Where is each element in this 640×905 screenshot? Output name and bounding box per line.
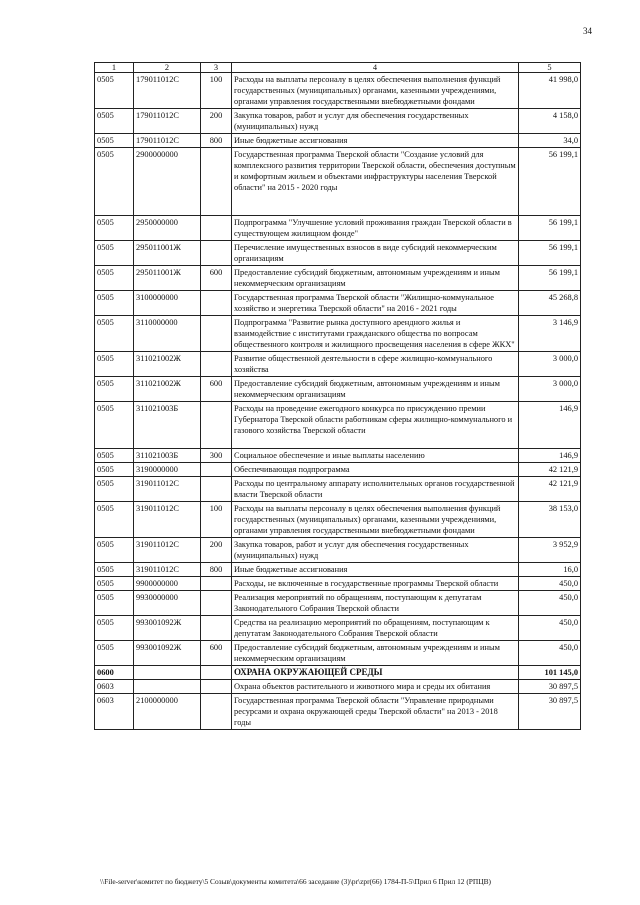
section-cell: 0505: [95, 449, 134, 463]
table-row: [95, 680, 581, 694]
amount-cell: 146,9: [519, 449, 581, 463]
code-cell: 993001092Ж: [134, 641, 201, 666]
code-cell: 3190000000: [134, 463, 201, 477]
expense-type-cell: [201, 241, 232, 266]
description-cell: Предоставление субсидий бюджетным, автономным учреждениям и иным некоммерческим организациям: [232, 641, 519, 666]
table-row: [95, 449, 581, 463]
amount-cell: 16,0: [519, 563, 581, 577]
table-row: [95, 538, 581, 563]
expense-type-cell: [201, 316, 232, 352]
code-cell: 179011012С: [134, 73, 201, 109]
code-cell: 311021002Ж: [134, 377, 201, 402]
description-cell: Расходы на выплаты персоналу в целях обеспечения выполнения функций государственных (муниципальных) органами, казенными учреждениями, органами управления государственными внебюджетными фондами: [232, 73, 519, 109]
expense-type-cell: [201, 216, 232, 241]
description-cell: Расходы на выплаты персоналу в целях обеспечения выполнения функций государственных (муниципальных) органами, казенными учреждениями, органами управления государственными внебюджетными фондами: [232, 502, 519, 538]
section-cell: 0505: [95, 377, 134, 402]
section-cell: 0505: [95, 148, 134, 216]
amount-cell: 4 158,0: [519, 109, 581, 134]
description-cell: Охрана объектов растительного и животного мира и среды их обитания: [232, 680, 519, 694]
expense-type-cell: [201, 616, 232, 641]
section-cell: 0505: [95, 502, 134, 538]
amount-cell: 45 268,8: [519, 291, 581, 316]
table-row: [95, 73, 581, 109]
description-cell: Социальное обеспечение и иные выплаты населению: [232, 449, 519, 463]
expense-type-cell: 100: [201, 73, 232, 109]
expense-type-cell: [201, 577, 232, 591]
table-row: [95, 402, 581, 449]
amount-cell: 38 153,0: [519, 502, 581, 538]
expense-type-cell: [201, 666, 232, 680]
description-cell: Закупка товаров, работ и услуг для обеспечения государственных (муниципальных) нужд: [232, 109, 519, 134]
section-cell: 0505: [95, 591, 134, 616]
section-cell: 0505: [95, 73, 134, 109]
amount-cell: 30 897,5: [519, 680, 581, 694]
section-cell: 0505: [95, 477, 134, 502]
table-row: [95, 463, 581, 477]
amount-cell: 56 199,1: [519, 266, 581, 291]
header-col-4: 4: [232, 63, 519, 73]
amount-cell: 30 897,5: [519, 694, 581, 730]
table-row: [95, 563, 581, 577]
description-cell: Закупка товаров, работ и услуг для обеспечения государственных (муниципальных) нужд: [232, 538, 519, 563]
section-cell: 0505: [95, 641, 134, 666]
table-row: [95, 134, 581, 148]
code-cell: 311021003Б: [134, 449, 201, 463]
amount-cell: 3 146,9: [519, 316, 581, 352]
description-cell: Государственная программа Тверской области "Управление природными ресурсами и охрана окружающей среды Тверской области" на 2013 - 2018 годы: [232, 694, 519, 730]
expense-type-cell: 600: [201, 641, 232, 666]
section-cell: 0505: [95, 134, 134, 148]
expense-type-cell: 100: [201, 502, 232, 538]
expense-type-cell: 800: [201, 563, 232, 577]
description-cell: ОХРАНА ОКРУЖАЮЩЕЙ СРЕДЫ: [232, 666, 519, 680]
code-cell: 319011012С: [134, 538, 201, 563]
table-row: [95, 352, 581, 377]
expense-type-cell: [201, 477, 232, 502]
code-cell: 993001092Ж: [134, 616, 201, 641]
section-cell: 0505: [95, 316, 134, 352]
section-cell: 0505: [95, 463, 134, 477]
amount-cell: 56 199,1: [519, 241, 581, 266]
section-cell: 0505: [95, 109, 134, 134]
table-row: [95, 241, 581, 266]
expense-type-cell: [201, 694, 232, 730]
expense-type-cell: 600: [201, 377, 232, 402]
description-cell: Расходы на проведение ежегодного конкурса по присуждению премии Губернатора Тверской области работникам сферы жилищно-коммунального и газового хозяйства Тверской области: [232, 402, 519, 449]
table-row: [95, 216, 581, 241]
description-cell: Расходы по центральному аппарату исполнительных органов государственной власти Тверской области: [232, 477, 519, 502]
section-cell: 0505: [95, 402, 134, 449]
code-cell: 3100000000: [134, 291, 201, 316]
table-row: [95, 316, 581, 352]
code-cell: 311021003Б: [134, 402, 201, 449]
amount-cell: 34,0: [519, 134, 581, 148]
code-cell: 179011012С: [134, 134, 201, 148]
expense-type-cell: [201, 352, 232, 377]
table-row: [95, 616, 581, 641]
table-row: [95, 577, 581, 591]
section-cell: 0505: [95, 563, 134, 577]
description-cell: Иные бюджетные ассигнования: [232, 134, 519, 148]
page-number: 34: [583, 26, 592, 36]
amount-cell: 56 199,1: [519, 148, 581, 216]
expense-type-cell: [201, 463, 232, 477]
amount-cell: 42 121,9: [519, 477, 581, 502]
table-row: [95, 591, 581, 616]
code-cell: 319011012С: [134, 477, 201, 502]
section-cell: 0603: [95, 680, 134, 694]
section-cell: 0505: [95, 291, 134, 316]
code-cell: 2100000000: [134, 694, 201, 730]
expense-type-cell: 800: [201, 134, 232, 148]
table-row: [95, 694, 581, 730]
expense-type-cell: [201, 148, 232, 216]
table-row: [95, 502, 581, 538]
section-cell: 0505: [95, 352, 134, 377]
amount-cell: 450,0: [519, 591, 581, 616]
amount-cell: 450,0: [519, 616, 581, 641]
code-cell: 311021002Ж: [134, 352, 201, 377]
description-cell: Подпрограмма "Развитие рынка доступного арендного жилья и взаимодействие с институтами гражданского общества по вопросам общественного контроля и жилищного просвещения населения в сфере ЖКХ": [232, 316, 519, 352]
table-header-row: [95, 63, 581, 73]
description-cell: Средства на реализацию мероприятий по обращениям, поступающим к депутатам Законодательного Собрания Тверской области: [232, 616, 519, 641]
amount-cell: 3 952,9: [519, 538, 581, 563]
header-col-1: 1: [95, 63, 134, 73]
expense-type-cell: 300: [201, 449, 232, 463]
code-cell: 179011012С: [134, 109, 201, 134]
section-cell: 0505: [95, 538, 134, 563]
expense-type-cell: 200: [201, 109, 232, 134]
description-cell: Расходы, не включенные в государственные программы Тверской области: [232, 577, 519, 591]
expense-type-cell: [201, 402, 232, 449]
code-cell: [134, 680, 201, 694]
expense-type-cell: [201, 680, 232, 694]
amount-cell: 56 199,1: [519, 216, 581, 241]
code-cell: 319011012С: [134, 502, 201, 538]
code-cell: 2900000000: [134, 148, 201, 216]
code-cell: 295011001Ж: [134, 241, 201, 266]
section-cell: 0505: [95, 616, 134, 641]
section-cell: 0505: [95, 266, 134, 291]
code-cell: 9930000000: [134, 591, 201, 616]
description-cell: Государственная программа Тверской области "Создание условий для комплексного развития территории Тверской области, обеспечения доступным и комфортным жильем и объектами инфраструктуры населения Тверской области" на 2015 - 2020 годы: [232, 148, 519, 216]
amount-cell: 450,0: [519, 577, 581, 591]
section-cell: 0505: [95, 241, 134, 266]
code-cell: 3110000000: [134, 316, 201, 352]
amount-cell: 42 121,9: [519, 463, 581, 477]
table-row: [95, 377, 581, 402]
amount-cell: 41 998,0: [519, 73, 581, 109]
code-cell: 319011012С: [134, 563, 201, 577]
table-row: [95, 666, 581, 680]
description-cell: Предоставление субсидий бюджетным, автономным учреждениям и иным некоммерческим организациям: [232, 377, 519, 402]
expense-type-cell: 600: [201, 266, 232, 291]
amount-cell: 146,9: [519, 402, 581, 449]
table-row: [95, 477, 581, 502]
header-col-3: 3: [201, 63, 232, 73]
description-cell: Государственная программа Тверской области "Жилищно-коммунальное хозяйство и энергетика Тверской области" на 2016 - 2021 годы: [232, 291, 519, 316]
description-cell: Предоставление субсидий бюджетным, автономным учреждениям и иным некоммерческим организациям: [232, 266, 519, 291]
budget-table: [94, 62, 581, 730]
description-cell: Иные бюджетные ассигнования: [232, 563, 519, 577]
amount-cell: 3 000,0: [519, 352, 581, 377]
section-cell: 0505: [95, 577, 134, 591]
description-cell: Подпрограмма "Улучшение условий проживания граждан Тверской области в существующем жилищном фонде": [232, 216, 519, 241]
description-cell: Обеспечивающая подпрограмма: [232, 463, 519, 477]
code-cell: 9900000000: [134, 577, 201, 591]
amount-cell: 3 000,0: [519, 377, 581, 402]
amount-cell: 101 145,0: [519, 666, 581, 680]
section-cell: 0603: [95, 694, 134, 730]
description-cell: Развитие общественной деятельности в сфере жилищно-коммунального хозяйства: [232, 352, 519, 377]
budget-table-body: [95, 63, 581, 730]
expense-type-cell: [201, 591, 232, 616]
table-row: [95, 641, 581, 666]
table-row: [95, 291, 581, 316]
expense-type-cell: 200: [201, 538, 232, 563]
code-cell: [134, 666, 201, 680]
file-path-footer: \\File-server\комитет по бюджету\5 Созыв\документы комитета\66 заседание (3)\pr\zpr(66) 1784-П-5\Прил 6 Прил 12 (РПЦВ): [100, 877, 491, 886]
description-cell: Реализация мероприятий по обращениям, поступающим к депутатам Законодательного Собрания Тверской области: [232, 591, 519, 616]
code-cell: 2950000000: [134, 216, 201, 241]
description-cell: Перечисление имущественных взносов в виде субсидий некоммерческим организациям: [232, 241, 519, 266]
header-col-5: 5: [519, 63, 581, 73]
section-cell: 0505: [95, 216, 134, 241]
table-row: [95, 109, 581, 134]
table-row: [95, 148, 581, 216]
header-col-2: 2: [134, 63, 201, 73]
expense-type-cell: [201, 291, 232, 316]
amount-cell: 450,0: [519, 641, 581, 666]
table-row: [95, 266, 581, 291]
code-cell: 295011001Ж: [134, 266, 201, 291]
section-cell: 0600: [95, 666, 134, 680]
